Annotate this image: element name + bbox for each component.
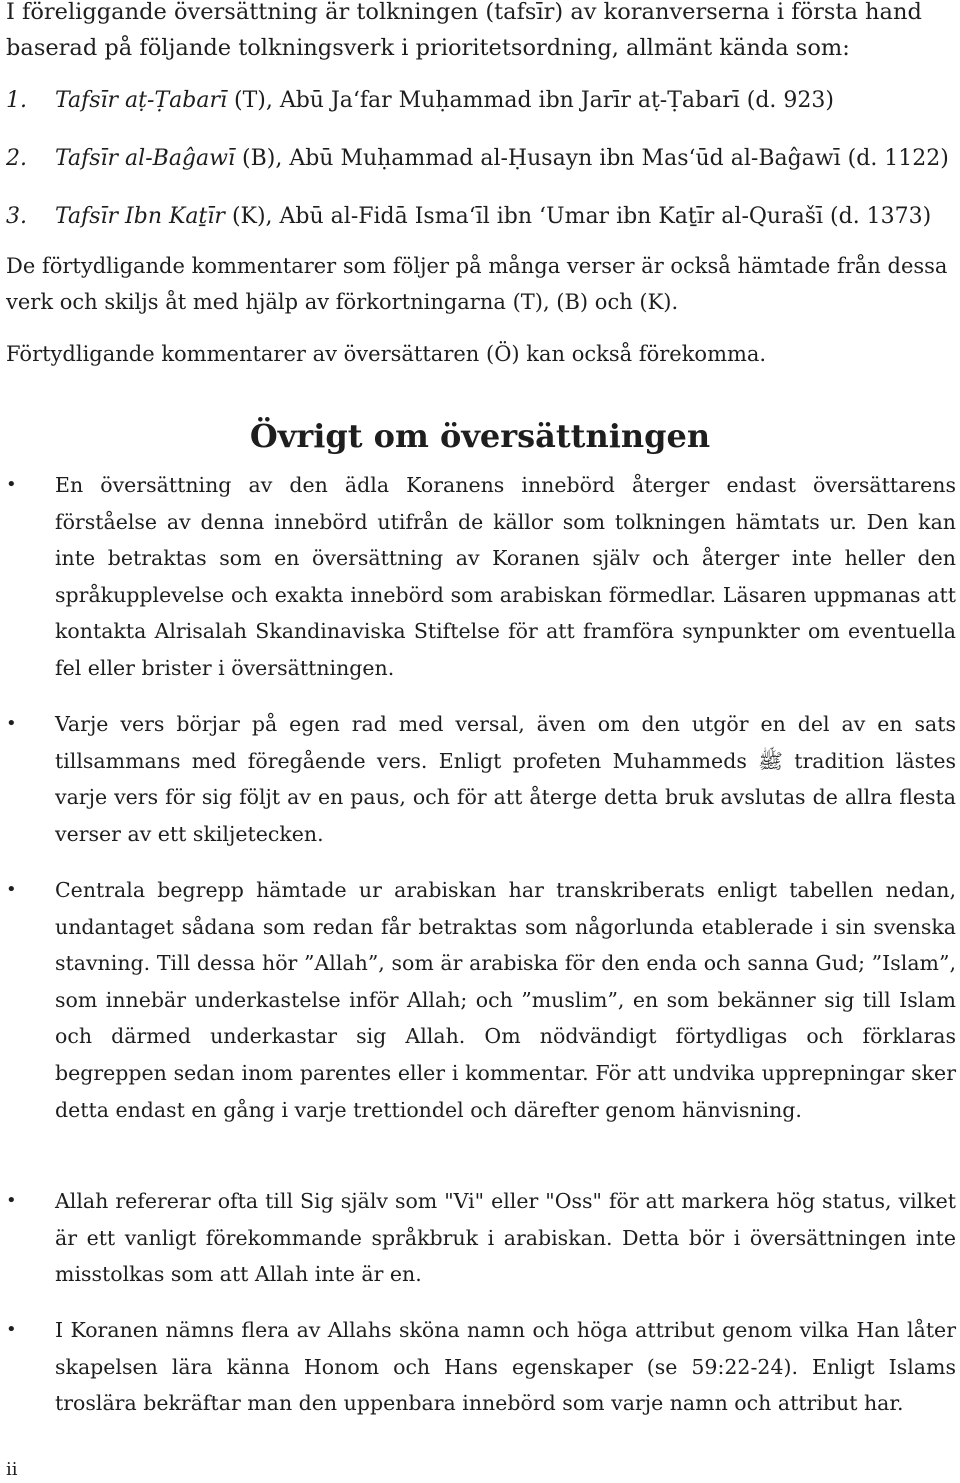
source-number: 1. [6, 88, 27, 113]
commentary-note: De förtydligande kommentarer som följer på många verser är också hämtade från dessa verk och skiljs åt med hjälp av förkortningarna (T), (B) och (K). [6, 254, 948, 314]
source-details: (K), Abū al-Fidā Isma‘īl ibn ‘Umar ibn Kaṯīr al-Qurašī (d. 1373) [224, 204, 932, 229]
bullet-text: Varje vers börjar på egen rad med versal, även om den utgör en del av en sats tillsammans med föregående vers. Enligt profeten Muhammeds ﷺ tradition lästes varje vers för sig följt av en paus, och för att återge detta bruk avslutas de allra flesta verser av ett skiljetecken. [55, 712, 957, 846]
bullet-text: En översättning av den ädla Koranens innebörd återger endast översättarens förståelse av denna innebörd utifrån de källor som tolkningen hämtats ur. Den kan inte betraktas som en översättning av Koranen själv och återger inte heller den språkupplevelse och exakta innebörd som arabiskan förmedlar. Läsaren uppmanas att kontakta Alrisalah Skandinaviska Stiftelse för att framföra synpunkter om eventuella fel eller brister i översättningen. [55, 473, 956, 680]
source-list [6, 86, 951, 260]
source-title: Tafsīr al-Baĝawī [55, 146, 235, 171]
bullet-text: I Koranen nämns flera av Allahs sköna namn och höga attribut genom vilka Han låter skapelsen lära känna Honom och Hans egenskaper (se 59:22-24). Enligt Islams troslära bekräftar man den uppenbara innebörd som varje namn och attribut har. [55, 1318, 956, 1416]
bullet-item [0, 706, 960, 853]
bullet-marker: • [6, 474, 17, 495]
source-number: 2. [6, 146, 27, 171]
bullet-item [0, 467, 960, 687]
intro-paragraph: I föreliggande översättning är tolkningen (tafsīr) av koranverserna i första hand baserad på följande tolkningsverk i prioritetsordning, allmänt kända som: [6, 0, 922, 61]
bullet-text: Allah refererar ofta till Sig själv som "Vi" eller "Oss" för att markera hög status, vilket är ett vanligt förekommande språkbruk i arabiskan. Detta bör i översättningen inte misstolkas som att Allah inte är en. [55, 1189, 956, 1287]
page-number: ii [6, 1459, 18, 1480]
bullet-marker: • [6, 879, 17, 900]
source-title: Tafsīr aṭ-Ṭabarī [55, 88, 227, 113]
section-heading: Övrigt om översättningen [249, 417, 711, 455]
source-item [6, 86, 951, 115]
bullet-marker: • [6, 713, 17, 734]
source-number: 3. [6, 204, 27, 229]
translator-note: Förtydligande kommentarer av översättaren (Ö) kan också förekomma. [6, 342, 767, 366]
bullet-text: Centrala begrepp hämtade ur arabiskan har transkriberats enligt tabellen nedan, undantaget sådana som redan får betraktas som någorlunda etablerade i sin svenska stavning. Till dessa hör ”Allah”, som är arabiska för den enda och sanna Gud; ”Islam”, som innebär underkastelse inför Allah; och ”muslim”, en som bekänner sig till Islam och därmed underkastar sig Allah. Om nödvändigt förtydligas och förklaras begreppen sedan inom parentes eller i kommentar. För att undvika upprepningar sker detta endast en gång i varje trettiondel och därefter genom hänvisning. [55, 878, 956, 1122]
bullet-marker: • [6, 1319, 17, 1340]
source-item [6, 202, 951, 231]
source-title: Tafsīr Ibn Kaṯīr [55, 204, 225, 229]
bullet-marker: • [6, 1190, 17, 1211]
source-item [6, 144, 951, 173]
bullet-list [0, 467, 960, 1422]
source-details: (T), Abū Ja‘far Muḥammad ibn Jarīr aṭ-Ṭabarī (d. 923) [227, 88, 834, 113]
bullet-item [0, 1183, 960, 1293]
bullet-item [0, 1312, 960, 1422]
bullet-item [0, 872, 960, 1164]
source-details: (B), Abū Muḥammad al-Ḥusayn ibn Mas‘ūd al-Baĝawī (d. 1122) [235, 146, 949, 171]
